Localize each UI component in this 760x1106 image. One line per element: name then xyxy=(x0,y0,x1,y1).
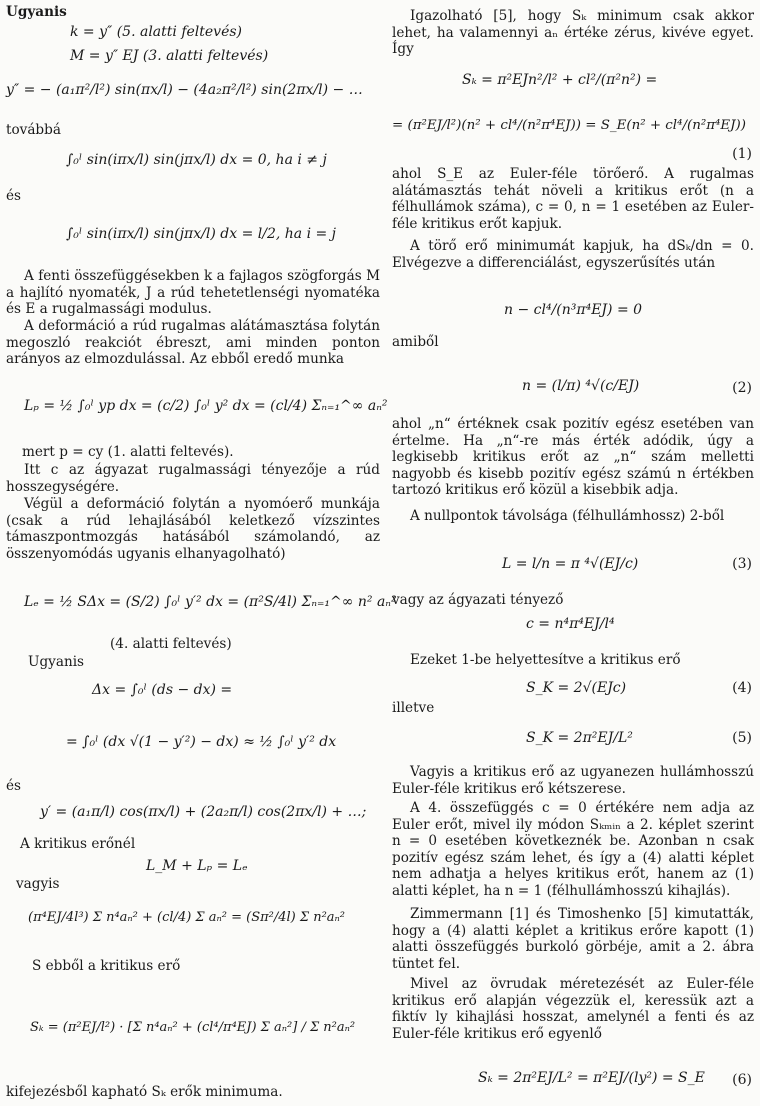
paragraph-euler: ahol S_E az Euler-féle törőerő. A rugalmas alátámasztás tehát növeli a kritikus erőt (n a félhullámok száma), c = 0, n = 1 esetében az Euler-féle kritikus erőt kapjuk. xyxy=(392,166,754,232)
illetve-text: illetve xyxy=(392,700,435,716)
paragraph-substitute: Ezeket 1-be helyettesítve a kritikus erő xyxy=(410,652,681,668)
ugyanis-text-2: Ugyanis xyxy=(28,654,85,670)
equation-c: c = n⁴π⁴EJ/l⁴ xyxy=(526,616,615,632)
ugyanis-heading: Ugyanis xyxy=(6,4,67,20)
equation-number-3: (3) xyxy=(732,556,752,572)
paragraph-bedding: vagy az ágyazati tényező xyxy=(392,592,564,608)
paragraph-c-zero: A 4. összefüggés c = 0 értékére nem adja az Euler erőt, mivel ily módon Sₖₘᵢₙ a 2. képlet szerint n = 0 esetében következnék be. Azonban n csak pozitív egész szám lehet, és így a (4) alatti képlet nem adhatja a helyes kritikus erőt, hanem az (1) alatti képlet, ha n = 1 (félhullámhosszú kihajlás). xyxy=(392,800,754,899)
equation-number-5: (5) xyxy=(732,730,752,746)
es-text-1: és xyxy=(6,188,22,204)
equation-Lp: Lₚ = ½ ∫₀ˡ yp dx = (c/2) ∫₀ˡ y² dx = (cl/4) Σₙ₌₁^∞ aₙ² xyxy=(24,398,388,414)
paragraph-n-integer: ahol „n“ értéknek csak pozitív egész esetében van értelme. Ha „n“-re más érték adódik, úgy a legkisebb kritikus erőt az „n“ szám melletti nagyobb és kisebb pozitív egész számú n értékben tartozó kritikus erő közül a kisebbik adja. xyxy=(392,416,754,498)
equation-L: L = l/n = π ⁴√(EJ/c) xyxy=(502,556,639,572)
equation-number-1: (1) xyxy=(732,146,752,162)
paragraph-derivative: A törő erő minimumát kapjuk, ha dSₖ/dn = 0. Elvégezve a differenciálást, egyszerűsítés után xyxy=(392,238,754,271)
equation-y-first-derivative: y′ = (a₁π/l) cos(πx/l) + (2a₂π/l) cos(2πx/l) + …; xyxy=(40,804,367,820)
critical-force-intro: S ebből a kritikus erő xyxy=(32,958,181,974)
equation-k: k = y″ (5. alatti feltevés) xyxy=(70,24,243,40)
paragraph-fictive-length: Mivel az övrudak méretezését az Euler-féle kritikus erő alapján végezzük el, keressük azt a fiktív ly kihajlási hosszat, amelynél a fenti és az Euler-féle kritikus erő egyenlő xyxy=(392,976,754,1042)
paragraph-minimum: kifejezésből kapható Sₖ erők minimuma. xyxy=(6,1084,283,1100)
equation-Sk-ratio: Sₖ = (π²EJ/l²) · [Σ n⁴aₙ² + (cl⁴/π⁴EJ) Σ aₙ²] / Σ n²aₙ² xyxy=(30,1020,356,1035)
equation-energy-sum: (π⁴EJ/4l³) Σ n⁴aₙ² + (cl/4) Σ aₙ² = (Sπ²/4l) Σ n²aₙ² xyxy=(28,910,346,925)
assumption-4-text: (4. alatti feltevés) xyxy=(110,636,232,652)
equation-number-2: (2) xyxy=(732,380,752,396)
paragraph-double: Vagyis a kritikus erő az ugyanezen hullámhosszú Euler-féle kritikus erő kétszerese. xyxy=(392,764,754,797)
amibol-text: amiből xyxy=(392,334,439,350)
equation-orthogonality-1: ∫₀ˡ sin(iπx/l) sin(jπx/l) dx = 0, ha i ≠ j xyxy=(66,152,327,168)
equation-M: M = y″ EJ (3. alatti feltevés) xyxy=(70,48,269,64)
paragraph-proof: Igazolható [5], hogy Sₖ minimum csak akkor lehet, ha valamennyi aₙ értéke zérus, kivéve egyet. Így xyxy=(392,8,754,57)
equation-delta-x-2: = ∫₀ˡ (dx √(1 − y′²) − dx) ≈ ½ ∫₀ˡ y′² dx xyxy=(66,734,337,750)
equation-n-condition: n − cl⁴/(n³π⁴EJ) = 0 xyxy=(504,302,643,318)
tovabba-text: továbbá xyxy=(6,122,61,138)
paragraph-deformation: A deformáció a rúd rugalmas alátámasztása folytán megoszló reakciót ébreszt, ami minden ponton arányos az elmozdulással. Az ebből eredő munka xyxy=(6,318,380,367)
vagyis-text: vagyis xyxy=(16,876,60,892)
paragraph-p-cy: mert p = cy (1. alatti feltevés). xyxy=(22,444,234,460)
paragraph-symbols: A fenti összefüggésekben k a fajlagos szögforgás M a hajlító nyomaték, J a rúd tehetetlenségi nyomatéka és E a rugalmassági modulus. xyxy=(6,268,380,317)
paragraph-zimmermann: Zimmermann [1] és Timoshenko [5] kimutatták, hogy a (4) alatti képlet a kritikus erőre kapott (1) alatti összefüggés burkoló görbéje, amit a 2. ábra tüntet fel. xyxy=(392,906,754,972)
equation-Sk-1: Sₖ = π²EJn²/l² + cl²/(π²n²) = xyxy=(462,72,658,88)
equation-y-second-derivative: y″ = − (a₁π²/l²) sin(πx/l) − (4a₂π²/l²) sin(2πx/l) − … xyxy=(6,82,363,98)
equation-Le: Lₑ = ½ SΔx = (S/2) ∫₀ˡ y′² dx = (π²S/4l) Σₙ₌₁^∞ n² aₙ² xyxy=(24,594,397,610)
paragraph-c-def: Itt c az ágyazat rugalmassági tényezője a rúd hosszegységére. xyxy=(6,462,380,495)
paragraph-nullpoints: A nullpontok távolsága (félhullámhossz) 2-ből xyxy=(410,508,725,524)
paragraph-work: Végül a deformáció folytán a nyomóerő munkája (csak a rúd lehajlásából keletkező vízszintes támaszpontmozgás hatásából számolandó, az összenyomódás ugyanis elhanyagolható) xyxy=(6,496,380,562)
critical-force-text: A kritikus erőnél xyxy=(20,836,136,852)
es-text-2: és xyxy=(6,778,22,794)
equation-delta-x-1: Δx = ∫₀ˡ (ds − dx) = xyxy=(92,682,233,698)
equation-work-balance: L_M + Lₚ = Lₑ xyxy=(146,858,248,874)
equation-Sk-2: = (π²EJ/l²)(n² + cl⁴/(n²π⁴EJ)) = S_E(n² + cl⁴/(n²π⁴EJ)) xyxy=(392,118,746,133)
equation-final: Sₖ = 2π²EJ/L² = π²EJ/(ly²) = S_E xyxy=(478,1070,705,1086)
equation-orthogonality-2: ∫₀ˡ sin(iπx/l) sin(jπx/l) dx = l/2, ha i = j xyxy=(66,226,337,242)
equation-SK-L: S_K = 2π²EJ/L² xyxy=(526,730,633,746)
equation-SK: S_K = 2√(EJc) xyxy=(526,680,627,696)
equation-n: n = (l/π) ⁴√(c/EJ) xyxy=(522,378,640,394)
equation-number-4: (4) xyxy=(732,680,752,696)
equation-number-6: (6) xyxy=(732,1072,752,1088)
